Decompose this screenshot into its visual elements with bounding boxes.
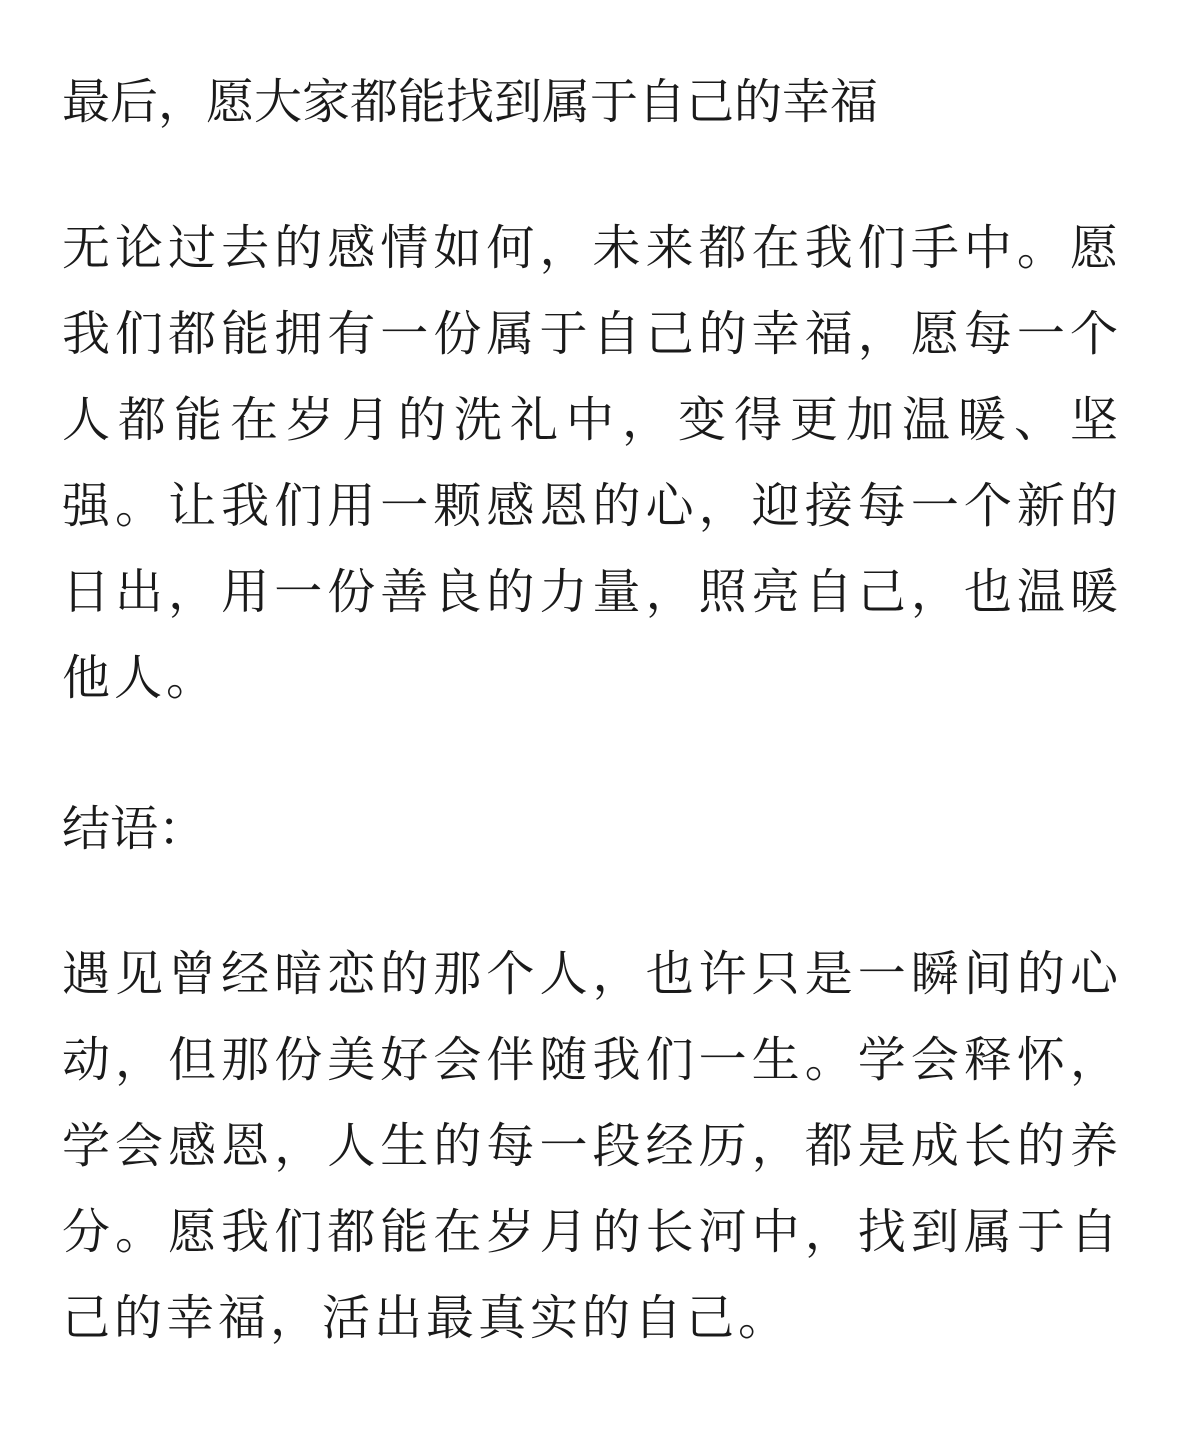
paragraph-closing-wishes: 无论过去的感情如何，未来都在我们手中。愿我们都能拥有一份属于自己的幸福，愿每一个人都能在岁月的洗礼中，变得更加温暖、坚强。让我们用一颗感恩的心，迎接每一个新的日出，用一份善良的力量，照亮自己，也温暖他人。	[62, 220, 1122, 706]
paragraph-conclusion: 遇见曾经暗恋的那个人，也许只是一瞬间的心动，但那份美好会伴随我们一生。学会释怀，学会感恩，人生的每一段经历，都是成长的养分。愿我们都能在岁月的长河中，找到属于自己的幸福，活出最真实的自己。	[62, 946, 1122, 1346]
section-heading: 最后，愿大家都能找到属于自己的幸福	[62, 74, 879, 130]
conclusion-label: 结语：	[62, 801, 207, 857]
